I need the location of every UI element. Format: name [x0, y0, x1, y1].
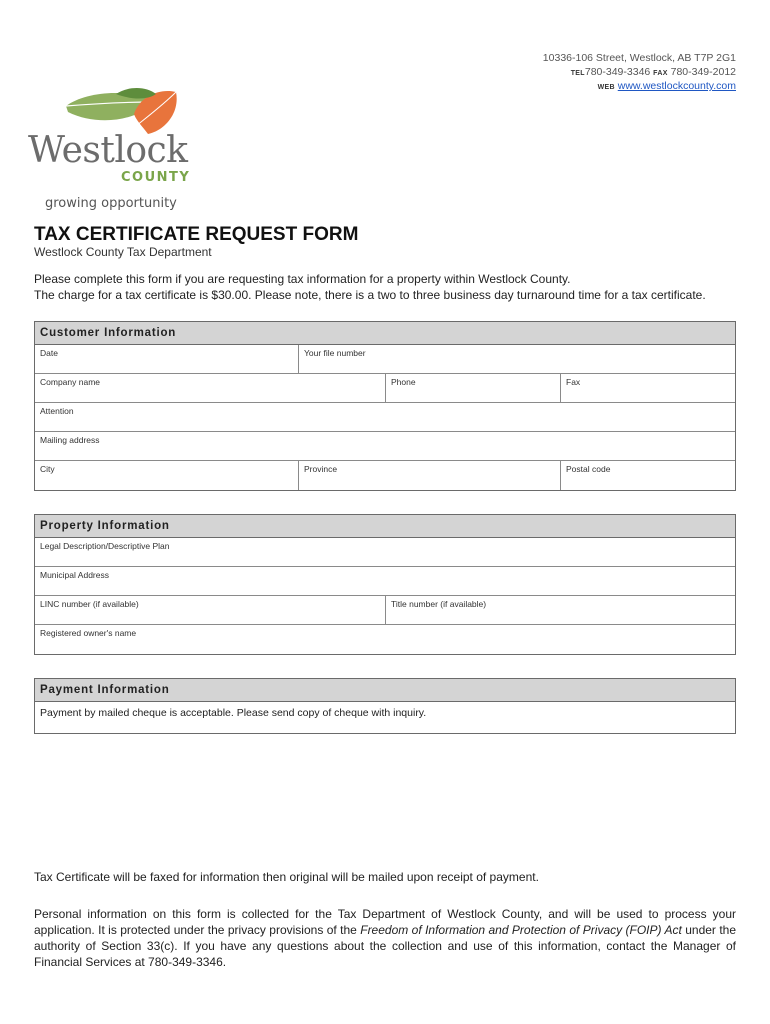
title-number-field[interactable]: Title number (if available)	[391, 599, 487, 609]
legal-description-field[interactable]: Legal Description/Descriptive Plan	[40, 541, 170, 551]
mailing-row	[35, 432, 735, 461]
province-field[interactable]: Province	[299, 461, 561, 490]
phone-fax-line	[543, 66, 736, 81]
website-link[interactable]: www.westlockcounty.com	[617, 80, 736, 92]
file-number-field[interactable]: Your file number	[304, 348, 366, 358]
westlock-county-logo	[28, 86, 198, 216]
phone-field[interactable]: Phone	[386, 374, 561, 402]
company-name-field[interactable]: Company name	[35, 374, 386, 402]
date-field[interactable]: Date	[35, 345, 299, 373]
fax-field[interactable]: Fax	[566, 377, 581, 387]
fax-value: 780-349-2012	[670, 65, 736, 78]
postal-code-field[interactable]: Postal code	[566, 464, 611, 474]
linc-row	[35, 596, 735, 625]
owner-row	[35, 625, 735, 654]
customer-information-heading: Customer Information	[35, 322, 735, 345]
fax-label: FAX	[653, 69, 668, 77]
property-information-section	[34, 514, 736, 655]
privacy-text-2: under the authority of Section 33(c). If you have any questions about the collection and use of this information, contact the Manager of Financial Services at 780-349-3346.	[34, 923, 737, 969]
web-label: WEB	[597, 84, 615, 91]
page-title: TAX CERTIFICATE REQUEST FORM	[34, 224, 359, 245]
tel-value: 780-349-3346	[584, 65, 651, 78]
property-information-heading: Property Information	[35, 515, 735, 538]
privacy-notice	[34, 906, 736, 970]
payment-information-heading: Payment Information	[35, 679, 735, 702]
date-row	[35, 345, 735, 374]
foip-act-name: Freedom of Information and Protection of Privacy (FOIP) Act	[360, 923, 682, 937]
legal-row	[35, 538, 735, 567]
attention-row	[35, 403, 735, 432]
logo-county: COUNTY	[121, 170, 191, 185]
linc-number-field[interactable]: LINC number (if available)	[35, 596, 386, 624]
customer-information-section	[34, 321, 736, 491]
intro-text	[34, 271, 744, 303]
logo-name: Westlock	[28, 130, 188, 171]
mailing-address-field[interactable]: Mailing address	[40, 435, 100, 445]
intro-line-1: Please complete this form if you are requesting tax information for a property within Westlock County.	[34, 272, 571, 286]
intro-line-2: The charge for a tax certificate is $30.00. Please note, there is a two to three business day turnaround time for a tax certificate.	[34, 288, 706, 302]
city-field[interactable]: City	[35, 461, 299, 490]
logo-tagline: growing opportunity	[45, 196, 177, 211]
municipal-row	[35, 567, 735, 596]
payment-information-section	[34, 678, 736, 734]
department-name: Westlock County Tax Department	[34, 245, 212, 259]
contact-block	[543, 52, 736, 95]
municipal-address-field[interactable]: Municipal Address	[40, 570, 109, 580]
address-text: 10336-106 Street, Westlock, AB T7P 2G1	[542, 52, 736, 64]
registered-owner-field[interactable]: Registered owner's name	[40, 628, 137, 638]
attention-field[interactable]: Attention	[40, 406, 74, 416]
tel-label: TEL	[570, 69, 585, 77]
company-row	[35, 374, 735, 403]
city-row	[35, 461, 735, 490]
privacy-text-1: Personal information on this form is collected for the Tax Department of Westlock County, and will be used to process your application. It is protected under the privacy provisions of the	[34, 907, 736, 937]
fax-note: Tax Certificate will be faxed for information then original will be mailed upon receipt of payment.	[34, 870, 539, 884]
payment-text: Payment by mailed cheque is acceptable. Please send copy of cheque with inquiry.	[40, 707, 427, 719]
web-line	[543, 80, 736, 95]
